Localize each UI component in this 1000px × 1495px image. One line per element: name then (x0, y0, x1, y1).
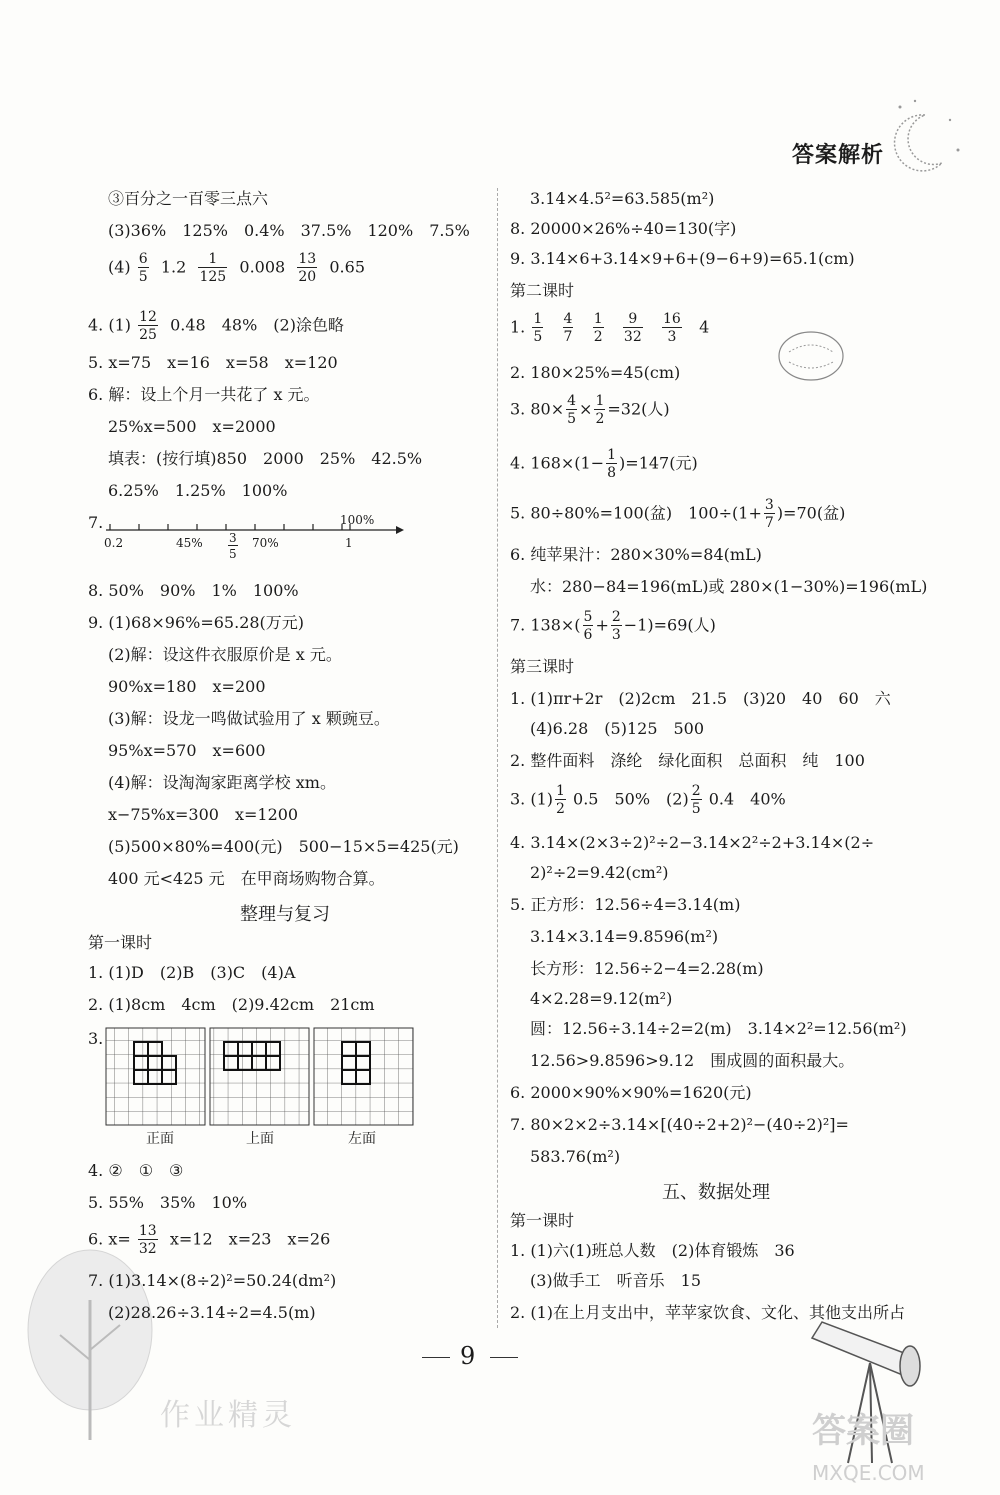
fraction (583, 610, 594, 642)
fraction (198, 252, 227, 284)
num: 12 (139, 309, 157, 325)
num: 1 (593, 311, 603, 327)
q7-line (510, 610, 716, 642)
text: × (579, 399, 593, 419)
nl-label-100: 100% (340, 513, 375, 527)
text: 4. (1) (88, 315, 132, 335)
text: 1.2 (160, 257, 187, 277)
left-line-16: (4)解：设淘淘家距离学校 xm。 (108, 773, 336, 792)
s6-line: 6. 2000×90%×90%=1620(元) (510, 1083, 752, 1102)
s3-line (510, 784, 786, 816)
fraction (566, 394, 577, 426)
text: 5. 80÷80%=100(盆) 100÷(1+ (510, 503, 762, 523)
num: 4 (563, 311, 573, 327)
q3-line (510, 394, 670, 426)
fraction (563, 312, 574, 344)
grid-num: 3. (88, 1029, 104, 1048)
left-line-10: 8. 50% 90% 1% 100% (88, 581, 299, 600)
text: =32(人) (607, 399, 670, 419)
lesson-label: 第一课时 (88, 933, 153, 952)
q4-line (510, 448, 698, 480)
q6a-line: 6. 纯苹果汁：280×30%=84(mL) (510, 545, 762, 564)
left-line-17: x−75%x=300 x=1200 (108, 805, 299, 824)
watermark-text: 作业精灵 (160, 1398, 296, 1433)
header-title: 答案解析 (792, 143, 885, 168)
stamp-icon (775, 328, 847, 384)
num: 16 (663, 311, 681, 327)
text: 7. 138×( (510, 615, 581, 635)
s7b-line: 583.76(m²) (530, 1147, 621, 1166)
right-line-3: 9. 3.14×6+3.14×9+6+(9−6+9)=65.1(cm) (510, 249, 855, 268)
left-line-8: 填表：(按行填)850 2000 25% 42.5% (108, 449, 423, 468)
s4a-line: 4. 3.14×(2×3÷2)²÷2−3.14×2²÷2+3.14×(2÷ (510, 833, 875, 852)
q5-line (510, 498, 845, 530)
text: 1. (510, 317, 526, 337)
fraction (623, 312, 643, 344)
fraction (594, 394, 605, 426)
section-title: 整理与复习 (240, 904, 330, 925)
num: 1 (556, 783, 565, 799)
den: 5 (138, 269, 148, 285)
t1-line: 1. (1)六(1)班总人数 (2)体育锻炼 36 (510, 1241, 795, 1260)
den: 125 (199, 269, 227, 285)
num: 13 (138, 1223, 157, 1239)
fraction (138, 1224, 158, 1256)
text: )=147(元) (619, 453, 698, 473)
lesson-2-label: 第二课时 (510, 281, 575, 300)
text: (4) (108, 257, 131, 277)
s5c-line: 长方形：12.56÷2−4=2.28(m) (530, 959, 764, 978)
fraction (611, 610, 622, 642)
den: 6 (583, 627, 593, 643)
left-line-15: 95%x=570 x=600 (108, 741, 266, 760)
left-line-7: 25%x=500 x=2000 (108, 417, 276, 436)
review-line-1: 1. (1)D (2)B (3)C (4)A (88, 963, 296, 982)
t1b-line: (3)做手工 听音乐 15 (530, 1271, 702, 1290)
fraction (228, 532, 238, 560)
page-number: 9 (460, 1342, 476, 1370)
nl-label-02: 0.2 (104, 536, 124, 550)
s4b-line: 2)²÷2=9.42(cm²) (530, 863, 669, 882)
left-line-9: 6.25% 1.25% 100% (108, 481, 288, 500)
left-line-12: (2)解：设这件衣服原价是 x 元。 (108, 645, 342, 664)
s7a-line: 7. 80×2×2÷3.14×[(40÷2+2)²−(40÷2)²]= (510, 1115, 849, 1134)
left-line-2: (3)36% 125% 0.4% 37.5% 120% 7.5% (108, 221, 470, 240)
num: 13 (298, 251, 317, 267)
watermark-brand: 答案圈 (812, 1411, 914, 1451)
text: 0.008 (239, 257, 286, 277)
num: 1 (198, 252, 227, 268)
den: 5 (567, 411, 577, 427)
num: 3 (229, 531, 237, 545)
den: 32 (623, 329, 642, 345)
s5e-line: 圆：12.56÷3.14÷2=2(m) 3.14×2²=12.56(m²) (530, 1019, 907, 1038)
review-line-7: 7. (1)3.14×(8÷2)²=50.24(dm²) (88, 1271, 337, 1290)
q1-line (510, 312, 709, 344)
text: −1)=69(人) (623, 615, 716, 635)
nl-label-70: 70% (252, 536, 279, 550)
numberline-num: 7. (88, 513, 104, 532)
left-line-18: (5)500×80%=400(元) 500−15×5=425(元) (108, 837, 459, 856)
text: x=12 x=23 x=26 (169, 1229, 331, 1249)
review-line-8: (2)28.26÷3.14÷2=4.5(m) (108, 1303, 316, 1322)
moon-decoration-icon (880, 95, 970, 175)
s5d-line: 4×2.28=9.12(m²) (530, 989, 673, 1008)
den: 32 (138, 1241, 157, 1257)
left-line-19: 400 元<425 元 在甲商场购物合算。 (108, 869, 385, 888)
right-line-2: 8. 20000×26%÷40=130(字) (510, 219, 737, 238)
grid-views (100, 1026, 420, 1128)
grid-label-front: 正面 (146, 1131, 174, 1147)
nl-label-45: 45% (176, 536, 203, 550)
den: 5 (533, 329, 543, 345)
text: 0.4 40% (708, 789, 786, 809)
num: 2 (611, 609, 621, 625)
fraction (662, 312, 682, 344)
nl-label-frac (226, 532, 240, 560)
fraction (138, 252, 149, 284)
fraction (691, 784, 702, 816)
fraction (764, 498, 775, 530)
q6b-line: 水：280−84=196(mL)或 280×(1−30%)=196(mL) (530, 577, 928, 596)
s5f-line: 12.56>9.8596>9.12 围成圆的面积最大。 (530, 1051, 855, 1070)
review-line-2: 2. (1)8cm 4cm (2)9.42cm 21cm (88, 995, 375, 1014)
num: 5 (583, 609, 593, 625)
den: 2 (593, 329, 603, 345)
section-5-title: 五、数据处理 (662, 1182, 770, 1203)
text: 4 (699, 317, 710, 337)
text: 3. 80× (510, 399, 565, 419)
fraction (297, 252, 317, 284)
fraction (606, 448, 617, 480)
left-line-14: (3)解：设龙一鸣做试验用了 x 颗豌豆。 (108, 709, 390, 728)
num: 3 (764, 497, 774, 513)
s5b-line: 3.14×3.14=9.8596(m²) (530, 927, 719, 946)
num: 1 (607, 447, 617, 463)
left-line-4 (88, 310, 344, 342)
den: 8 (607, 465, 617, 481)
q2-line: 2. 180×25%=45(cm) (510, 363, 681, 382)
den: 20 (298, 269, 317, 285)
right-line-1: 3.14×4.5²=63.585(m²) (530, 189, 715, 208)
grid-label-left: 左面 (348, 1131, 376, 1147)
s1b-line: (4)6.28 (5)125 500 (530, 719, 705, 738)
grid-label-top: 上面 (246, 1131, 274, 1147)
left-line-13: 90%x=180 x=200 (108, 677, 266, 696)
den: 2 (556, 801, 565, 817)
text: 0.48 48% (2)涂色略 (170, 315, 344, 335)
num: 1 (533, 311, 543, 327)
den: 7 (764, 515, 774, 531)
nl-label-1: 1 (345, 536, 353, 550)
den: 5 (691, 801, 701, 817)
review-line-4: 4. ② ① ③ (88, 1161, 184, 1180)
den: 7 (563, 329, 573, 345)
s5a-line: 5. 正方形：12.56÷4=3.14(m) (510, 895, 741, 914)
den: 3 (611, 627, 621, 643)
fraction (532, 312, 543, 344)
s2-line: 2. 整件面料 涤纶 绿化面积 总面积 纯 100 (510, 751, 865, 770)
text: 6. x= (88, 1229, 131, 1249)
fraction (593, 312, 604, 344)
fraction (555, 784, 566, 816)
text: 0.65 (329, 257, 365, 277)
den: 2 (595, 411, 605, 427)
text: )=70(盆) (776, 503, 846, 523)
den: 3 (667, 329, 677, 345)
s1-line: 1. (1)πr+2r (2)2cm 21.5 (3)20 40 60 六 (510, 689, 891, 708)
left-line-6: 6. 解：设上个月一共花了 x 元。 (88, 385, 320, 404)
review-line-6 (88, 1224, 330, 1256)
watermark-site: MXQE.COM (812, 1461, 925, 1485)
column-divider (497, 188, 498, 1328)
num: 4 (567, 393, 577, 409)
num: 9 (623, 312, 643, 328)
den: 25 (139, 327, 157, 343)
fraction (138, 310, 158, 342)
t2-line: 2. (1)在上月支出中，苹苹家饮食、文化、其他支出所占 (510, 1303, 906, 1322)
den: 5 (229, 547, 237, 561)
text: 0.5 50% (2) (573, 789, 689, 809)
review-line-5: 5. 55% 35% 10% (88, 1193, 248, 1212)
left-line-3 (108, 252, 365, 284)
num: 1 (595, 393, 605, 409)
text: + (595, 615, 609, 635)
left-line-5: 5. x=75 x=16 x=58 x=120 (88, 353, 338, 372)
left-line-1: ③百分之一百零三点六 (108, 189, 269, 208)
num: 2 (691, 783, 701, 799)
text: 3. (1) (510, 789, 554, 809)
text: 4. 168×(1− (510, 453, 605, 473)
num: 6 (138, 251, 148, 267)
lesson-1b-label: 第一课时 (510, 1211, 575, 1230)
lesson-3-label: 第三课时 (510, 657, 575, 676)
left-line-11: 9. (1)68×96%=65.28(万元) (88, 613, 305, 632)
